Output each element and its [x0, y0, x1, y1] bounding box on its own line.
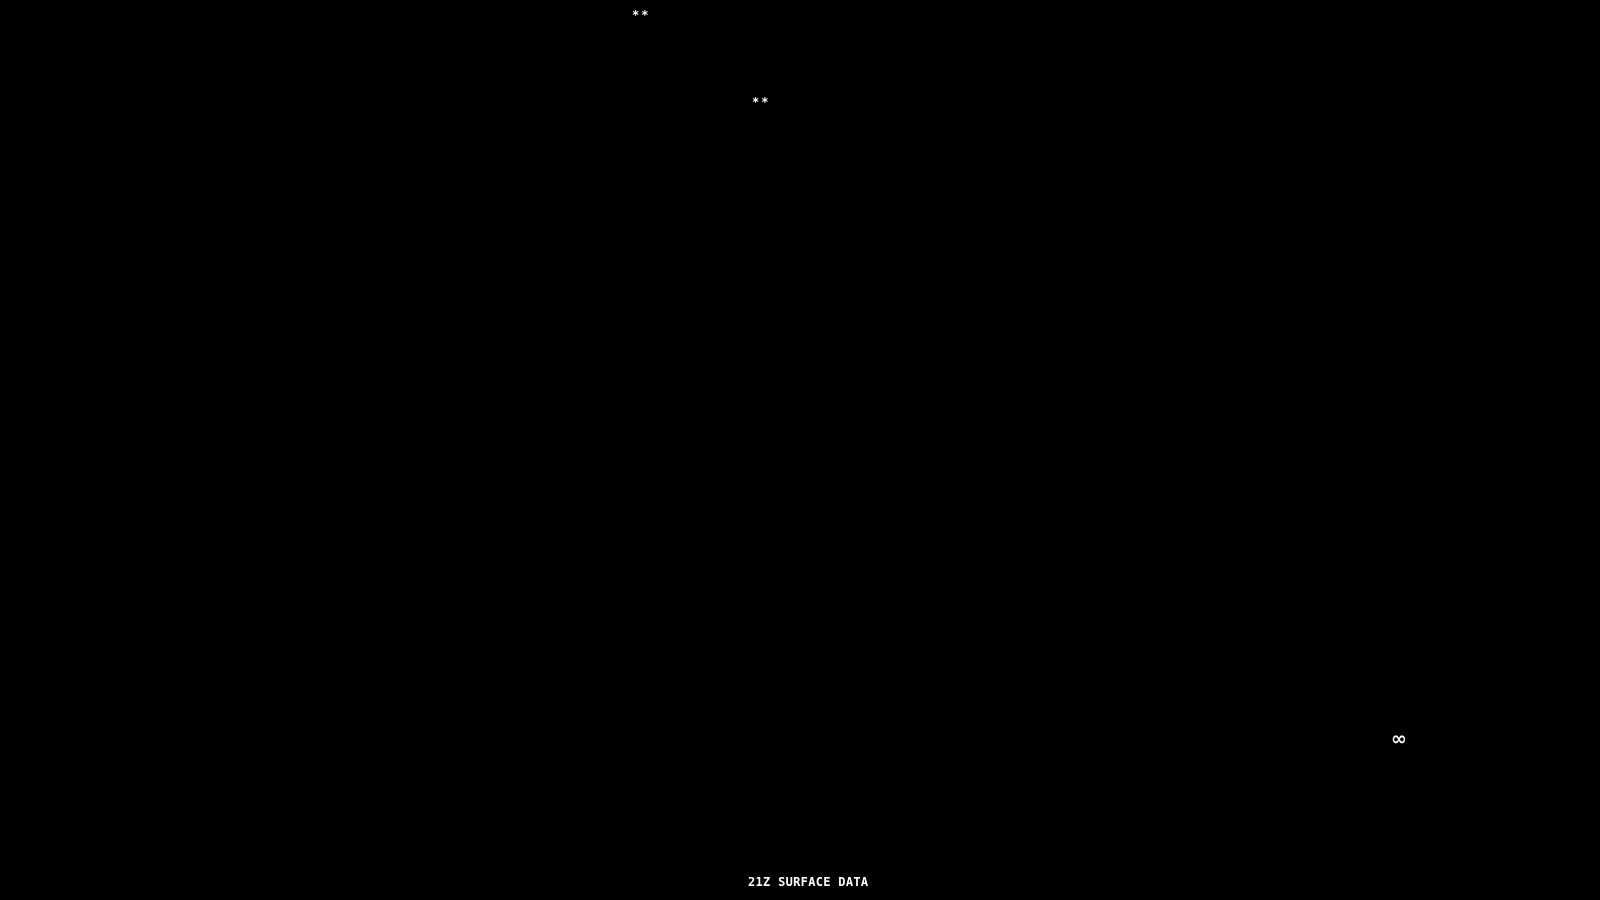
snow-symbol-pair-2: ** — [752, 95, 771, 109]
product-title-label: 21Z SURFACE DATA — [748, 875, 869, 889]
haze-infinity-icon: ∞ — [1391, 728, 1407, 750]
snow-symbol-pair-1: ** — [632, 8, 651, 22]
